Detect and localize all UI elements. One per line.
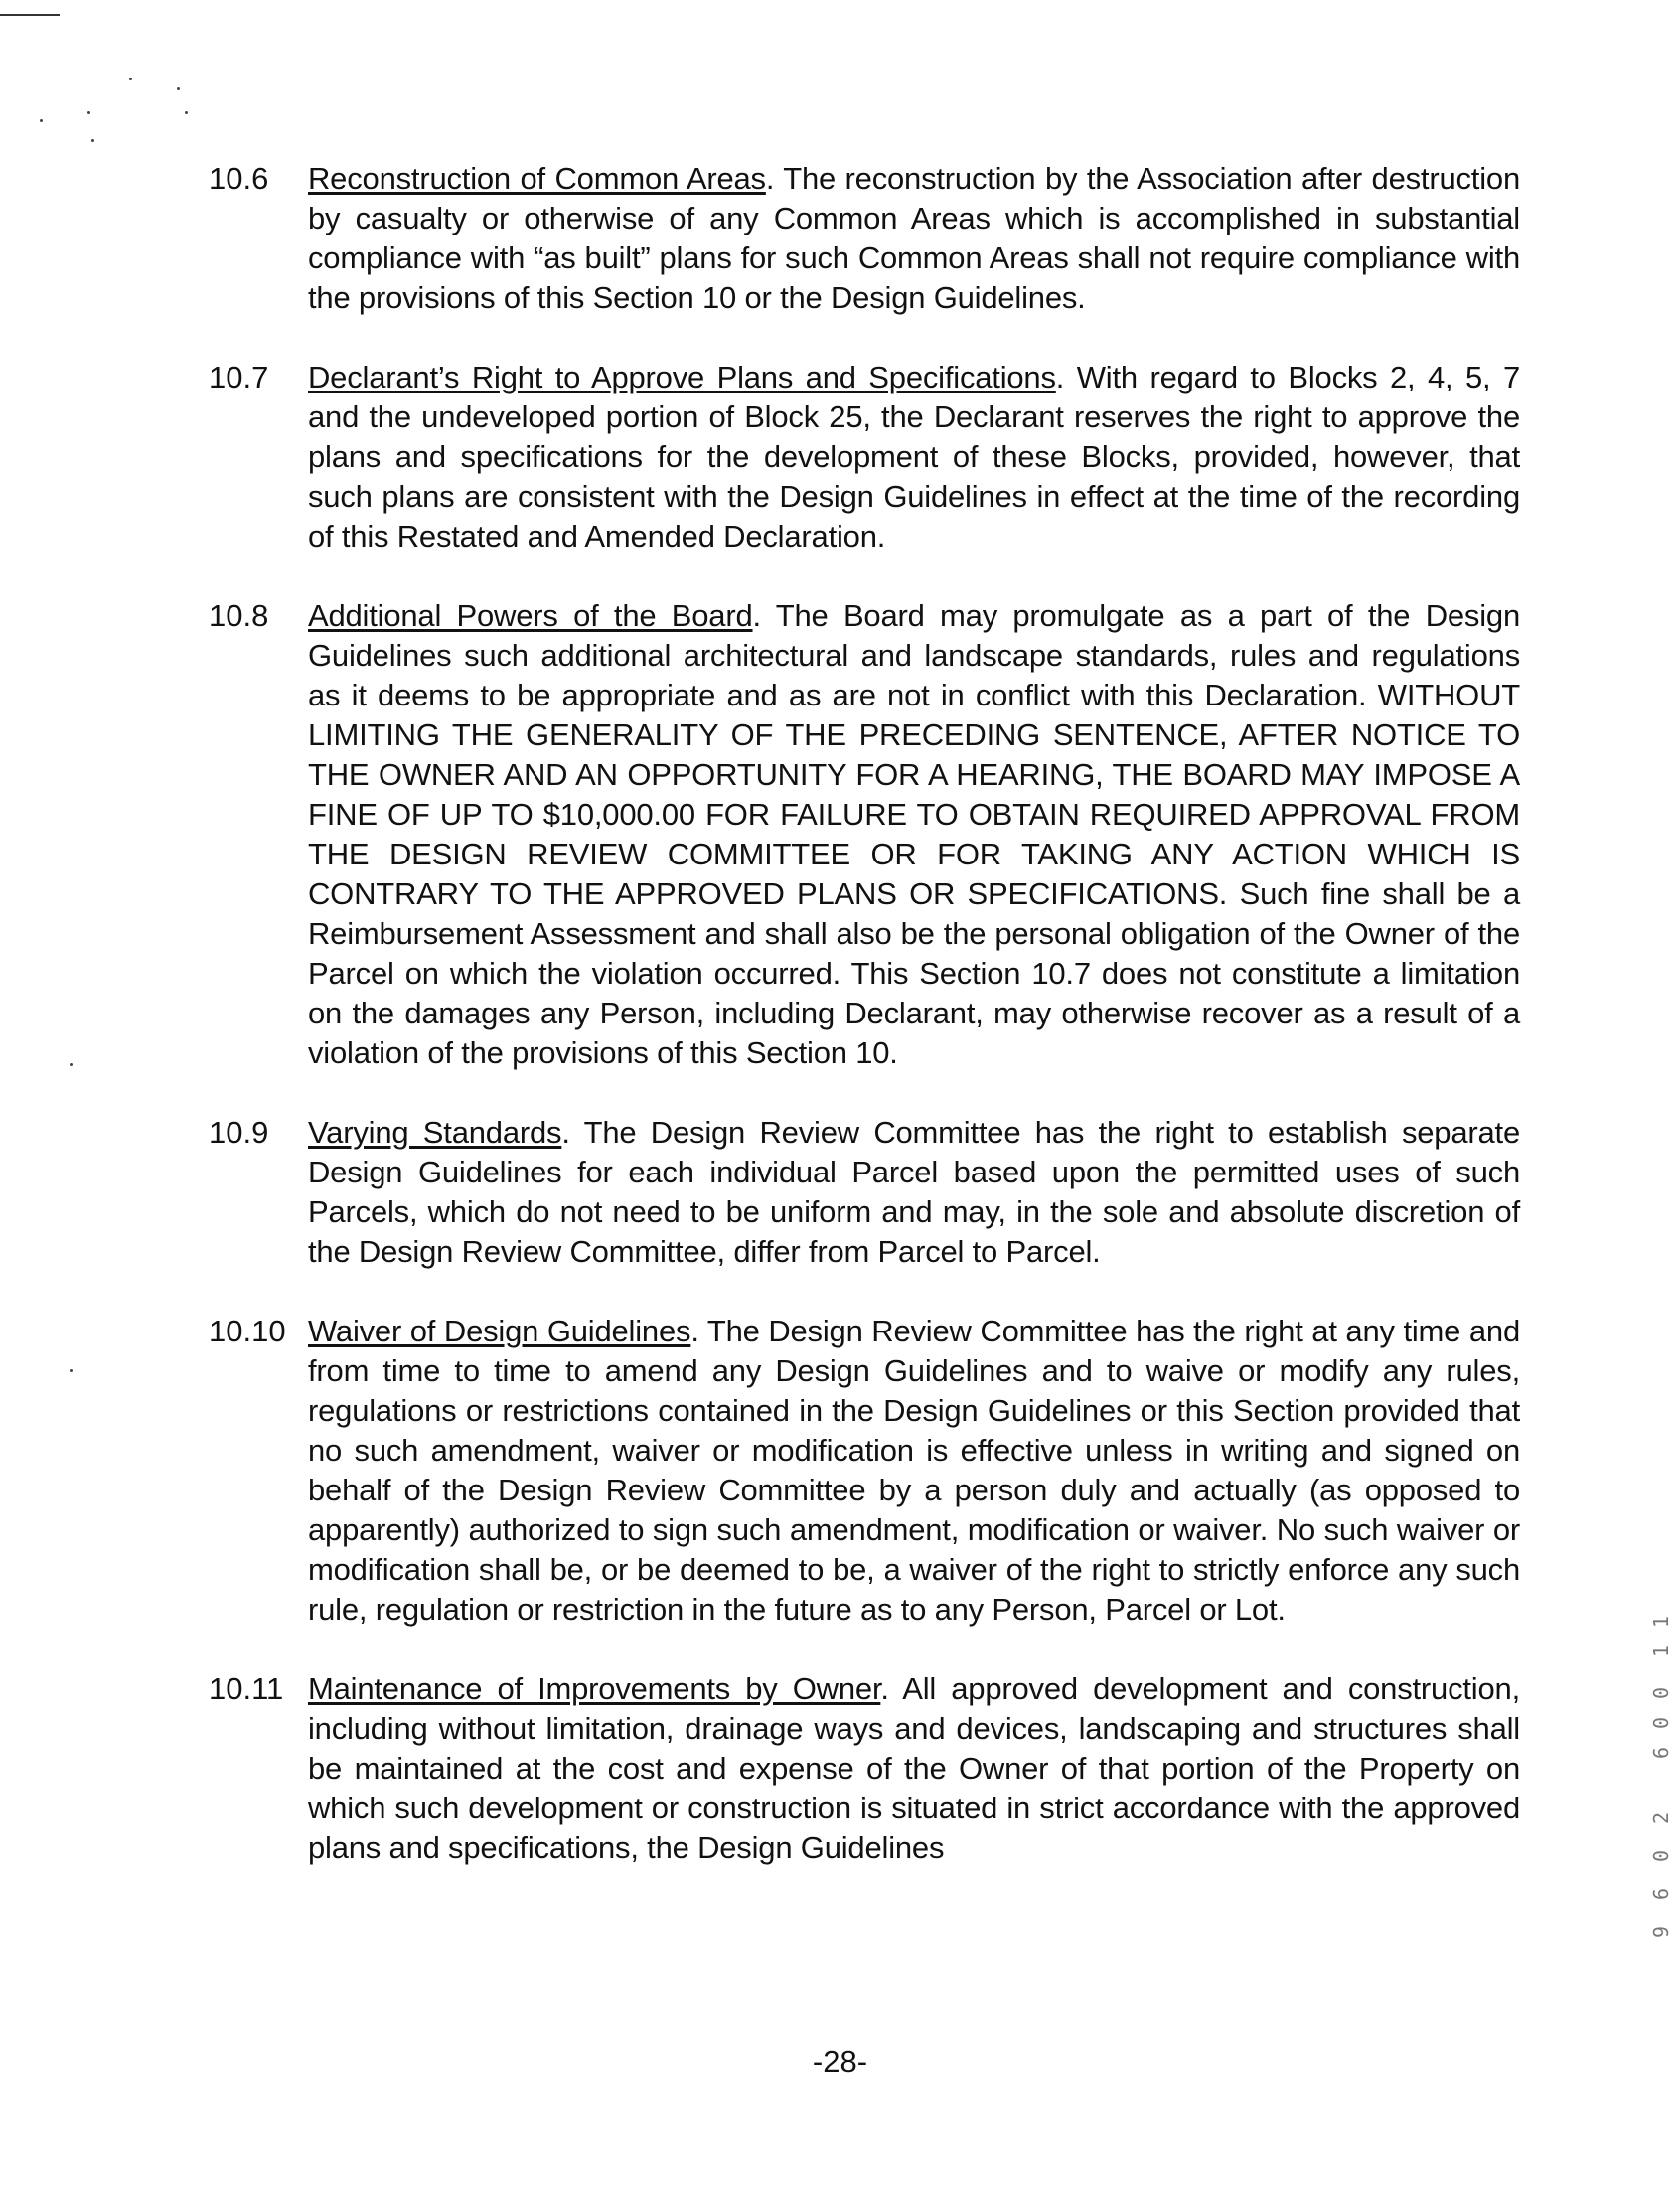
stamp-digit: 1 <box>1649 1644 1673 1658</box>
section-number: 10.7 <box>209 360 269 394</box>
section-10-8 <box>209 596 1520 1073</box>
section-10-6 <box>209 159 1520 318</box>
section-body: . The Design Review Committee has the right at any time and from time to time to amend any Design Guidelines and to waive or modify any rules, regulations or restrictions contained in the Design Guidelines or this Section provided that no such amendment, waiver or modification is effective unless in writing and signed on behalf of the Design Review Committee by a person duly and actually (as opposed to apparently) authorized to sign such amendment, modification or waiver. No such waiver or modification shall be, or be deemed to be, a waiver of the right to strictly enforce any such rule, regulation or restriction in the future as to any Person, Parcel or Lot. <box>308 1314 1520 1627</box>
section-title: Maintenance of Improvements by Owner <box>308 1671 881 1706</box>
section-number: 10.11 <box>209 1671 284 1706</box>
section-body: . The reconstruction by the Association after destruction by casualty or otherwise of any Common Areas which is accomplished in substantial compliance with “as built” plans for such Common Areas shall not require compliance with the provisions of this Section 10 or the Design Guidelines. <box>308 161 1520 315</box>
corner-rule <box>0 14 60 16</box>
scan-speck <box>40 119 43 122</box>
section-body: . With regard to Blocks 2, 4, 5, 7 and the undeveloped portion of Block 25, the Declarant reserves the right to approve the plans and specifications for the development of these Blocks, provided, however, that such plans are consistent with the Design Guidelines in effect at the time of the recording of this Restated and Amended Declaration. <box>308 360 1520 553</box>
scan-speck <box>91 139 94 142</box>
section-10-9 <box>209 1113 1520 1272</box>
section-10-7 <box>209 358 1520 556</box>
section-10-10 <box>209 1312 1520 1630</box>
section-text <box>308 1113 1520 1272</box>
section-number: 10.9 <box>209 1115 269 1150</box>
scan-speck <box>70 1063 73 1066</box>
scan-speck <box>129 78 132 80</box>
section-text <box>308 1669 1520 1868</box>
section-10-11 <box>209 1669 1520 1868</box>
section-body: . The Board may promulgate as a part of the Design Guidelines such additional architectural and landscape standards, rules and regulations as it deems to be appropriate and as are not in conflict with this Declaration. WITHOUT LIMITING THE GENERALITY OF THE PRECEDING SENTENCE, AFTER NOTICE TO THE OWNER AND AN OPPORTUNITY FOR A HEARING, THE BOARD MAY IMPOSE A FINE OF UP TO $10,000.00 FOR FAILURE TO OBTAIN REQUIRED APPROVAL FROM THE DESIGN REVIEW COMMITTEE OR FOR TAKING ANY ACTION WHICH IS CONTRARY TO THE APPROVED PLANS OR SPECIFICATIONS. Such fine shall be a Reimbursement Assessment and shall also be the personal obligation of the Owner of the Parcel on which the violation occurred. This Section 10.7 does not constitute a limitation on the damages any Person, including Declarant, may otherwise recover as a result of a violation of the provisions of this Section 10. <box>308 598 1520 1070</box>
section-body: . The Design Review Committee has the right to establish separate Design Guidelines for each individual Parcel based upon the permitted uses of such Parcels, which do not need to be uniform and may, in the sole and absolute discretion of the Design Review Committee, differ from Parcel to Parcel. <box>308 1115 1520 1269</box>
section-text <box>308 1312 1520 1630</box>
page-number: -28- <box>812 2044 868 2079</box>
section-text <box>308 159 1520 318</box>
section-text <box>308 596 1520 1073</box>
section-number: 10.8 <box>209 598 269 633</box>
stamp-digit: 2 <box>1649 1811 1673 1825</box>
sections-list <box>209 159 1520 1908</box>
section-title: Reconstruction of Common Areas <box>308 161 766 196</box>
section-title: Varying Standards <box>308 1115 562 1150</box>
side-document-stamp <box>1649 1610 1673 1967</box>
section-title: Declarant’s Right to Approve Plans and Specifications <box>308 360 1056 394</box>
scan-speck <box>177 87 180 90</box>
section-number: 10.10 <box>209 1314 286 1348</box>
stamp-digit: 1 <box>1649 1615 1673 1629</box>
section-number: 10.6 <box>209 161 269 196</box>
section-text <box>308 358 1520 556</box>
section-title: Waiver of Design Guidelines <box>308 1314 691 1348</box>
stamp-digit: 0 <box>1649 1686 1673 1700</box>
stamp-digit: 6 <box>1649 1746 1673 1760</box>
scan-speck <box>87 111 90 114</box>
stamp-digit: 0 <box>1649 1849 1673 1863</box>
scan-speck <box>185 111 188 114</box>
stamp-digit: 9 <box>1649 1925 1673 1939</box>
section-body: . All approved development and construction, including without limitation, drainage ways and devices, landscaping and structures shall be maintained at the cost and expense of the Owner of that portion of the Property on which such development or construction is situated in strict accordance with the approved plans and specifications, the Design Guidelines <box>308 1671 1520 1865</box>
stamp-digit: 0 <box>1649 1716 1673 1730</box>
scan-speck <box>70 1369 73 1372</box>
section-title: Additional Powers of the Board <box>308 598 753 633</box>
stamp-digit: 6 <box>1649 1887 1673 1901</box>
